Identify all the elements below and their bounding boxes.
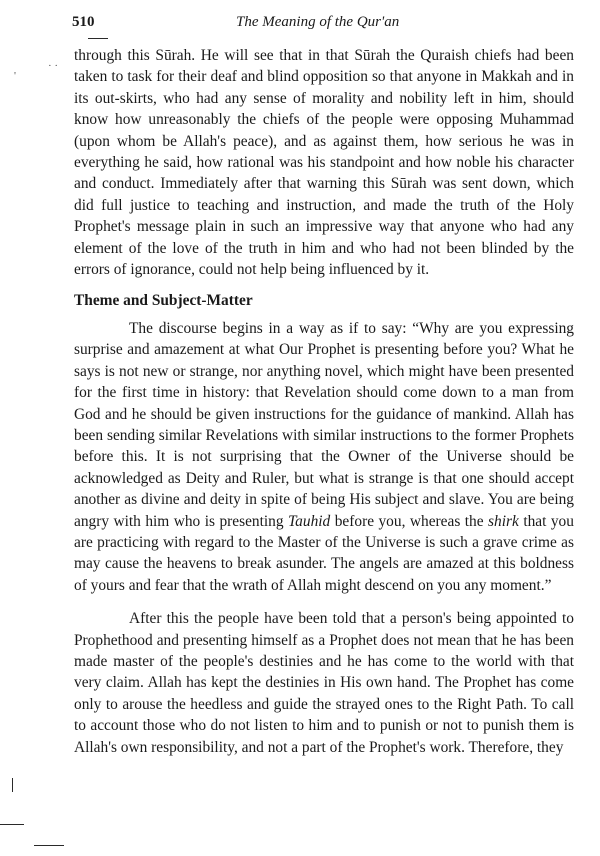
scan-mark [12,778,13,792]
theme-text-part2: before you, whereas the [334,512,484,530]
theme-paragraph [74,318,574,596]
section-heading: Theme and Subject-Matter [74,292,253,310]
scan-mark [88,38,108,39]
page-header [0,14,600,38]
paragraph-gap [74,596,574,608]
intro-paragraph: through this Sūrah. He will see that in that Sūrah the Quraish chiefs had been taken to task for their deaf and blind opposition so that anyone in Makkah and in its out-skirts, who had any sense of morality and nobility left in him, should know how unreasonably the chiefs of the people were opposing Muhammad (upon whom be Allah's peace), and as against them, how serious he was in everything he said, how rational was his standpoint and how noble his character and conduct. Immediately after that warning this Sūrah was sent down, which did full justice to teaching and instruction, and made the truth of the Holy Prophet's message plain in such an impressive way that anyone who had any element of the love of the truth in him and who had not been blinded by the errors of ignorance, could not help being influenced by it. [74,47,574,279]
margin-mark: · · [48,60,59,72]
theme-text-part3: that you are practicing with regard to the Master of the Universe is such a grave crime as may cause the heavens to break asunder. The angels are amazed at this boldness of yours and fear that the wrath of Allah might descend on you any moment.” [74,512,574,594]
scan-mark [34,845,64,846]
term-shirk: shirk [488,512,519,530]
term-tauhid: Tauhid [288,512,331,530]
scan-mark [0,824,24,825]
body-text [74,45,574,758]
theme-text-part1: The discourse begins in a way as if to say: “Why are you expressing surprise and amazement at what Our Prophet is presenting before you? What he says is not new or strange, nor anything novel, which might have been presented for the first time in history: that Revelation should come down to a man from God and he should be given instructions for the guidance of mankind. Allah has been sending similar Revelations with similar instructions to the former Prophets before this. It is not surprising that the Owner of the Universe should be acknowledged as Deity and Ruler, but what is strange is that one should accept another as divine and deity in spite of being His subject and slave. You are being angry with him who is presenting [74,319,574,530]
page-number: 510 [72,14,95,30]
running-title: The Meaning of the Qur'an [236,14,400,30]
final-paragraph: After this the people have been told that a person's being appointed to Prophethood and presenting himself as a Prophet does not mean that he has been made master of the people's destinies and he has come to the world with that very claim. Allah has kept the destinies in His own hand. The Prophet has come only to arouse the heedless and guide the strayed ones to the Right Path. To call to account those who do not listen to him and to punish or not to punish them is Allah's own responsibility, and not a part of the Prophet's work. Therefore, they [74,610,574,756]
margin-mark: ' [14,70,16,82]
